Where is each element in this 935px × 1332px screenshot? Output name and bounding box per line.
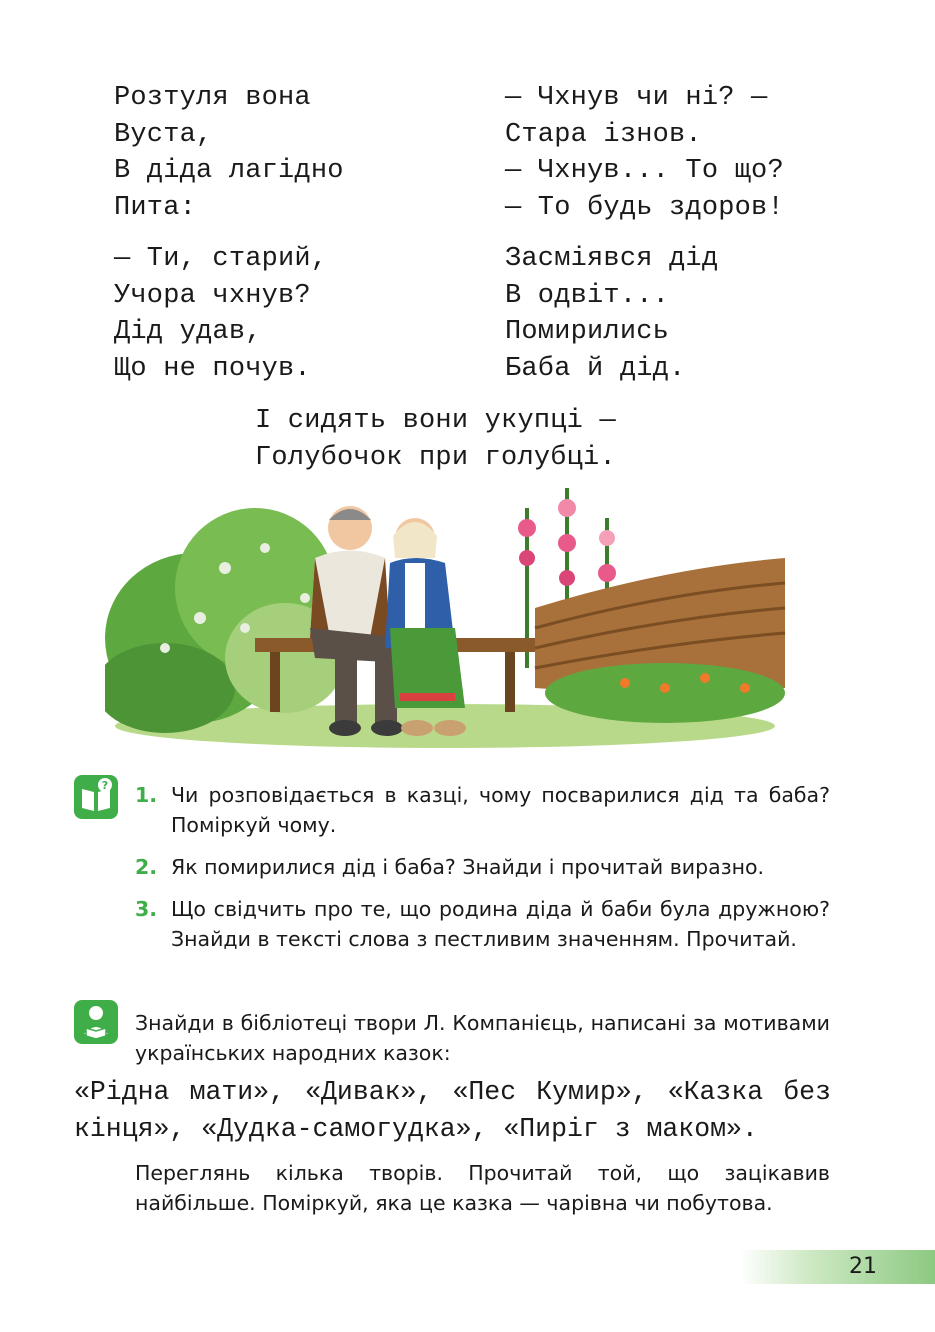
poem-line: В діда лагідно xyxy=(114,156,344,186)
library-task-intro: Знайди в бібліотеці твори Л. Компанієць, написані за мотивами українських народних казок: xyxy=(135,1011,830,1065)
page-number: 21 xyxy=(849,1254,877,1279)
questions-list xyxy=(135,780,830,966)
poem-right-column xyxy=(505,80,784,387)
question-number: 2. xyxy=(135,855,158,879)
page-number-bar xyxy=(740,1250,935,1284)
library-works-list: «Рідна мати», «Дивак», «Пес Кумир», «Казка без кінця», «Дудка-самогудка», «Пиріг з маком». xyxy=(74,1077,831,1144)
poem-line: Стара ізнов. xyxy=(505,119,702,150)
svg-text:?: ? xyxy=(101,779,109,792)
poem-line: Помирились xyxy=(505,317,670,347)
question-number: 1. xyxy=(135,783,158,807)
poem-line: І сидять вони укупці — xyxy=(255,406,616,436)
poem-line: — Ти, старий, xyxy=(114,244,328,274)
poem-line: Баба й дід. xyxy=(505,353,686,384)
poem-line: Дід удав, xyxy=(114,317,262,347)
question-number: 3. xyxy=(135,897,158,921)
poem-line: — То будь здоров! xyxy=(505,192,784,223)
poem-line: Розтуля вона xyxy=(114,83,311,113)
poem-closing xyxy=(255,403,616,476)
list-item xyxy=(135,780,830,840)
list-item xyxy=(135,894,830,954)
grandparents-bench-illustration xyxy=(105,488,790,750)
poem-line: Пита: xyxy=(114,192,197,223)
reader-icon xyxy=(74,1000,118,1044)
book-question-icon xyxy=(74,775,118,819)
poem-line: Що не почув. xyxy=(114,353,311,384)
poem-left-column xyxy=(114,80,344,387)
poem-line: Учора чхнув? xyxy=(114,280,311,311)
question-text: Чи розповідається в казці, чому посварилися дід та баба? Поміркуй чому. xyxy=(171,783,830,837)
library-task-after: Переглянь кілька творів. Прочитай той, що зацікавив найбільше. Поміркуй, яка це казка — чарівна чи побутова. xyxy=(135,1161,830,1215)
poem-line: Засміявся дід xyxy=(505,244,719,274)
list-item xyxy=(135,852,830,882)
poem-line: Вуста, xyxy=(114,119,213,150)
poem-line: В одвіт... xyxy=(505,280,670,311)
poem-line: Голубочок при голубці. xyxy=(255,442,616,473)
poem-line: — Чхнув чи ні? — xyxy=(505,83,768,113)
question-text: Як помирилися дід і баба? Знайди і прочитай виразно. xyxy=(171,855,765,879)
question-text: Що свідчить про те, що родина діда й баби була дружною? Знайди в тексті слова з пестливим значенням. Прочитай. xyxy=(171,897,830,951)
poem-line: — Чхнув... То що? xyxy=(505,156,784,186)
